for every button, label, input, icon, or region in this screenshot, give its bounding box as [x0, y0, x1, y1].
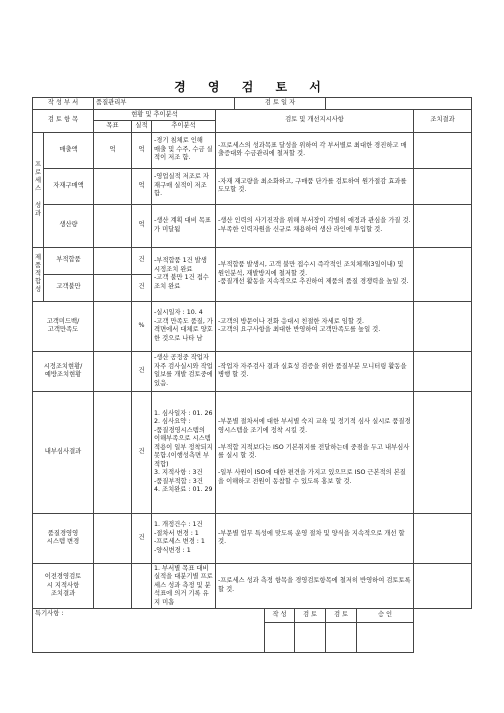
row-item: 이전경영검토 시 지적사항 조치결과: [33, 563, 94, 609]
row-trend: -실시일자 : 10. 4 -고객 만족도 품질, 가격면에서 대체로 양호 한 것으로 나타 남: [152, 301, 216, 351]
row-actual: 건: [132, 513, 152, 563]
row-target: [94, 168, 132, 204]
row-actual: 건: [132, 247, 152, 274]
sign-review2-label: 검 토: [326, 609, 357, 623]
row-directive: -프로세스의 성과목표 달성을 위하여 각 부서별로 최대한 경진하고 매출증대와 수금관리에 철저할 것.: [216, 132, 414, 168]
sign-review1-label: 검 토: [295, 609, 326, 623]
row-trend: 1. 심사일자 : 01. 26 2. 심사요약 : -품질경영시스템의 이해부족으로 시스템 적용이 일부 정착되지 못함.(이행성측면 부적합) 3. 지적사항 : 3건 -품질부적합 : 3건 4. 조치완료 : 01. 29: [152, 391, 216, 513]
row-target: [94, 301, 132, 351]
review-table: [32, 97, 472, 653]
row-item: 고객불만: [44, 274, 94, 301]
row-directive: -부적합품 발생시, 고객 불만 접수시 즉각적인 조치체계(3일이내) 및 원인분석, 재발방지에 철저할 것. -품질개선 활동을 지속적으로 추진하여 제품의 품질 경쟁력을 높일 것.: [216, 247, 414, 301]
row-actual: [132, 563, 152, 609]
directive-header: 검토 및 개선지시사항: [216, 109, 414, 132]
row-item: 매출액: [44, 132, 94, 168]
document-title: 경 영 검 토 서: [174, 80, 330, 94]
row-result: [414, 351, 472, 391]
trend-header: 추이분석: [152, 121, 216, 133]
row-trend: -생산 공정중 작업자 자주 검사실시와 작업일보를 개발 검토중에 있음.: [152, 351, 216, 391]
row-item: 고객미드백/ 고객만족도: [33, 301, 94, 351]
group-process-performance: 프 로 세 스 성 과: [33, 132, 44, 247]
row-trend: -생산 계획 대비 목표가 미달됨: [152, 204, 216, 247]
group-product-conformity: 제 품 적 합 성: [33, 247, 44, 301]
row-item: 내부심사결과: [33, 391, 94, 513]
row-trend: -영업실적 저조로 자재구매 실적이 저조 함.: [152, 168, 216, 204]
row-target: [94, 391, 132, 513]
row-target: [94, 563, 132, 609]
sign-approve-box[interactable]: [357, 623, 414, 653]
row-actual: 억: [132, 168, 152, 204]
special-notes: 특기사항 :: [33, 609, 265, 653]
sign-approve-label: 승 인: [357, 609, 414, 623]
row-result: [414, 513, 472, 563]
sign-author-box[interactable]: [265, 623, 295, 653]
review-item-header: 검 토 항 목: [33, 109, 94, 132]
target-header: 목표: [94, 121, 132, 133]
row-trend: 1. 개정건수 : 1건 -절차서 변경 : 1 -프로세스 변경 : 1 -양식변경 : 1: [152, 513, 216, 563]
row-result: [414, 391, 472, 513]
row-directive: -생산 인력의 사기진작을 위해 부서장이 각별히 애정과 관심을 가질 것. -부족한 인력자원을 신규로 채용하여 생산 라인에 투입할 것.: [216, 204, 414, 247]
row-actual: 억: [132, 204, 152, 247]
row-target: [94, 247, 132, 274]
row-target: [94, 351, 132, 391]
row-directive: -고객의 방문이나 전화 응대시 친절한 자세로 임할 것. -고객의 요구사항을 최대한 반영하여 고객만족도를 높일 것.: [216, 301, 414, 351]
row-actual: 억: [132, 132, 152, 168]
row-result: [414, 301, 472, 351]
row-actual: %: [132, 301, 152, 351]
sign-review2-box[interactable]: [326, 623, 357, 653]
row-directive: -프로세스 성과 측정 항목을 경영검토항목에 철저히 반영하여 검토토록 할 것.: [216, 563, 414, 609]
row-trend: -경기 침체로 인해 매출 및 수주, 수금 실적이 저조 함.: [152, 132, 216, 168]
row-target: 억: [94, 132, 132, 168]
row-actual: 건: [132, 351, 152, 391]
review-date-label: 검 토 일 자: [235, 98, 326, 110]
row-actual: 건: [132, 274, 152, 301]
row-item: 생산량: [44, 204, 94, 247]
status-group-header: 현황 및 추이분석: [94, 109, 216, 121]
review-date-value: [326, 98, 472, 110]
row-directive: -작업자 자주검사 결과 실효성 검증을 위한 품질부분 모니터링 활동을 병행 할 것.: [216, 351, 414, 391]
author-dept-label: 작 성 부 서: [33, 98, 94, 110]
row-directive: -자재 재고량을 최소화하고, 구매품 단가를 검토하여 원가절감 효과를 도모할 것.: [216, 168, 414, 204]
row-result: [414, 132, 472, 168]
row-result: [414, 247, 472, 301]
footer-spacer: [414, 609, 472, 623]
row-target: [94, 204, 132, 247]
sign-author-label: 작 성: [265, 609, 295, 623]
actual-header: 실적: [132, 121, 152, 133]
row-trend: -부적합품 1건 발생 시정조치 완료 -고객 불만 1건 접수 조치 완료: [152, 247, 216, 301]
row-item: 품질경영영 시스템 변경: [33, 513, 94, 563]
row-directive: -부문별 업무 특성에 맞도록 운영 절차 및 양식을 지속적으로 개선 할 것.: [216, 513, 414, 563]
row-item: 시정조치현황/ 예방조치현황: [33, 351, 94, 391]
sign-review1-box[interactable]: [295, 623, 326, 653]
author-dept-value: 품질관리부: [94, 98, 235, 110]
row-item: 자재구매액: [44, 168, 94, 204]
row-actual: 건: [132, 391, 152, 513]
row-result: [414, 204, 472, 247]
row-target: [94, 274, 132, 301]
row-directive: -부문별 절차서에 대한 부서별 숙지 교육 및 정기적 심사 실시로 품질경영시스템을 조기에 정착 시킬 것. -부적합 지적보다는 ISO 기본취지를 전달하는데 중점을 두고 내부심사를 실시 할 것. -일부 사원이 ISO에 대한 편견을 가지고 있으므로 ISO 근본적의 본질을 이해하고 전원이 동참할 수 있도록 홍보 할 것.: [216, 391, 414, 513]
row-result: [414, 168, 472, 204]
result-header: 조치결과: [414, 109, 472, 132]
row-target: [94, 513, 132, 563]
row-trend: 1. 부서별 목표 대비 실적을 대분기별 프로세스 성과 측정 및 분석표에 의거 기록 유지 미흡: [152, 563, 216, 609]
footer-spacer: [414, 623, 472, 653]
row-result: [414, 563, 472, 609]
row-item: 부적합품: [44, 247, 94, 274]
